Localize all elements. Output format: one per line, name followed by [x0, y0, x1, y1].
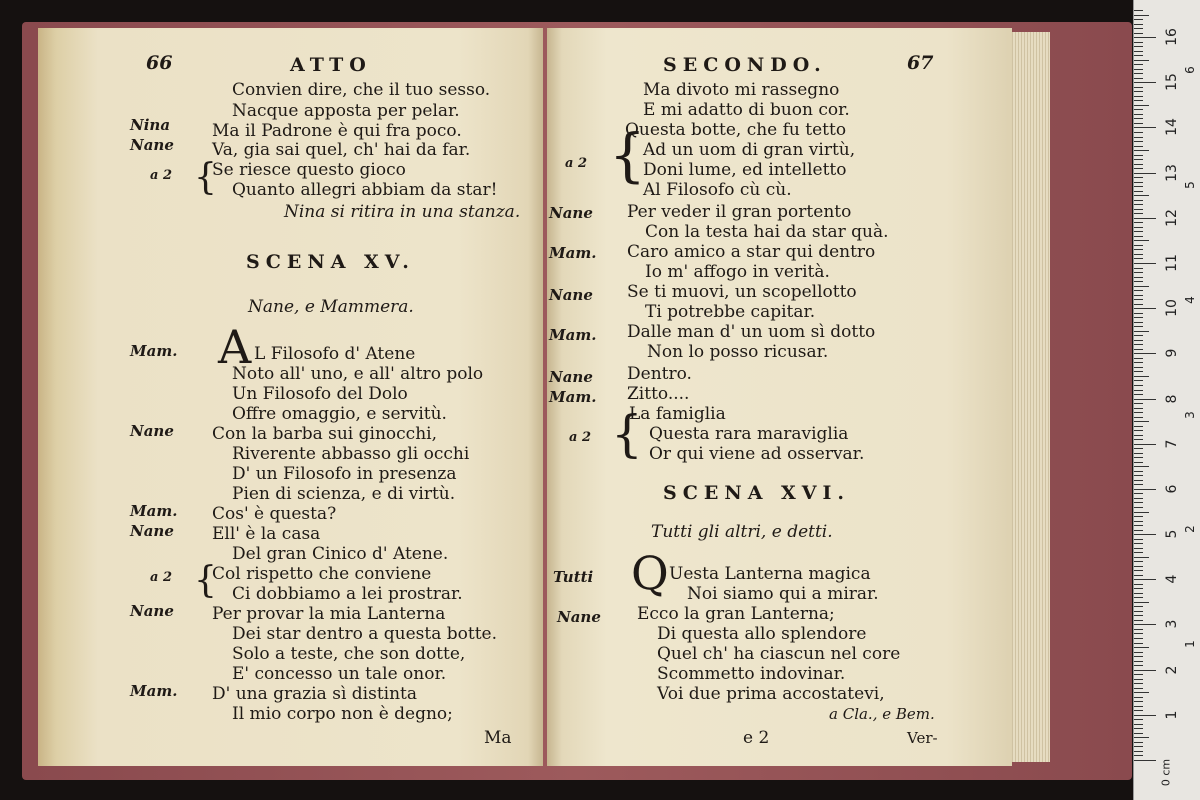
ruler-tick — [1134, 525, 1143, 526]
verse-line: Per provar la mia Lanterna — [212, 604, 446, 624]
catchword-right: Ver- — [907, 729, 938, 747]
scene-title-left: SCENA XV. — [246, 251, 415, 273]
speaker-label: Nane — [549, 368, 593, 386]
ruler-tick — [1134, 710, 1143, 711]
ruler-tick — [1134, 380, 1143, 381]
ruler-number: 4 — [1164, 574, 1180, 584]
ruler-tick — [1134, 37, 1156, 38]
running-head-right: SECONDO. — [663, 54, 827, 76]
verse-line: Nacque apposta per pelar. — [232, 101, 460, 121]
ruler-tick — [1134, 552, 1143, 553]
ruler-tick — [1134, 109, 1143, 110]
ruler-number: 1 — [1164, 710, 1180, 720]
ruler-inch-number: 6 — [1183, 66, 1197, 75]
verse-line: Caro amico a star qui dentro — [627, 242, 876, 262]
ruler-tick — [1134, 340, 1143, 341]
brace-glyph: { — [611, 405, 643, 463]
ruler-tick — [1134, 670, 1156, 671]
verse-line: Or qui viene ad osservar. — [649, 444, 865, 464]
verse-line: Dalle man d' un uom sì dotto — [627, 322, 876, 342]
verse-line: Doni lume, ed intelletto — [643, 160, 847, 180]
ruler-tick — [1134, 448, 1143, 449]
ruler-inch-number: 5 — [1183, 181, 1197, 190]
ruler-tick — [1134, 186, 1143, 187]
catchword-left: Ma — [484, 728, 512, 748]
ruler-tick — [1134, 367, 1143, 368]
ruler-tick — [1134, 15, 1149, 16]
verse-line: Ti potrebbe capitar. — [645, 302, 816, 322]
ruler-tick — [1134, 489, 1156, 490]
ruler-tick — [1134, 665, 1143, 666]
drop-cap-right: Q — [631, 546, 669, 600]
ruler-tick — [1134, 353, 1156, 354]
ruler-tick — [1134, 394, 1143, 395]
verse-line: Del gran Cinico d' Atene. — [232, 544, 449, 564]
ruler-tick — [1134, 213, 1143, 214]
ruler-tick — [1134, 543, 1143, 544]
ruler-number: 2 — [1164, 665, 1180, 675]
ruler-tick — [1134, 127, 1156, 128]
verse-line: Per veder il gran portento — [627, 202, 852, 222]
scene-characters-left: Nane, e Mammera. — [248, 297, 414, 317]
verse-line: Noto all' uno, e all' altro polo — [232, 364, 484, 384]
ruler-number: 14 — [1164, 118, 1180, 137]
ruler-tick — [1134, 290, 1143, 291]
verse-line: D' un Filosofo in presenza — [232, 464, 457, 484]
ruler-tick — [1134, 453, 1143, 454]
ruler-tick — [1134, 376, 1149, 377]
verse-line: Voi due prima accostatevi, — [657, 684, 885, 704]
ruler-tick — [1134, 412, 1143, 413]
ruler-tick — [1134, 466, 1149, 467]
ruler-tick — [1134, 539, 1143, 540]
ruler-tick — [1134, 344, 1143, 345]
speaker-label: Nane — [130, 522, 174, 540]
ruler-tick — [1134, 231, 1143, 232]
ruler-tick — [1134, 715, 1156, 716]
ruler-tick — [1134, 751, 1143, 752]
verse-line: Ma il Padrone è qui fra poco. — [212, 121, 462, 141]
speaker-label: Mam. — [130, 682, 178, 700]
verse-line: Se ti muovi, un scopellotto — [627, 282, 857, 302]
verse-line: Dentro. — [627, 364, 692, 384]
ruler-tick — [1134, 272, 1143, 273]
ruler-tick — [1134, 656, 1143, 657]
ruler-tick — [1134, 19, 1143, 20]
ruler-inch-number: 4 — [1183, 296, 1197, 304]
ruler-tick — [1134, 629, 1143, 630]
ruler-tick — [1134, 475, 1143, 476]
ruler-tick — [1134, 123, 1143, 124]
verse-line: Di questa allo splendore — [657, 624, 867, 644]
page-edges — [1010, 32, 1050, 762]
verse-line: Pien di scienza, e di virtù. — [232, 484, 456, 504]
ruler-unit-label: 0 cm — [1159, 758, 1173, 787]
ruler-number: 8 — [1164, 394, 1180, 404]
verse-line: Non lo posso ricusar. — [647, 342, 829, 362]
ruler-tick — [1134, 371, 1143, 372]
ruler-tick — [1134, 227, 1143, 228]
ruler-number: 7 — [1164, 439, 1180, 449]
ruler-tick — [1134, 317, 1143, 318]
ruler-tick — [1134, 362, 1143, 363]
ruler-tick — [1134, 724, 1143, 725]
ruler-tick — [1134, 335, 1143, 336]
verse-line: Cos' è questa? — [212, 504, 337, 524]
verse-line: Ma divoto mi rassegno — [643, 80, 840, 100]
ruler-tick — [1134, 462, 1143, 463]
ruler-tick — [1134, 683, 1143, 684]
ruler-tick — [1134, 597, 1143, 598]
verse-line: Ad un uom di gran virtù, — [643, 140, 856, 160]
speaker-label: Nina — [130, 116, 171, 134]
ruler-tick — [1134, 96, 1143, 97]
ruler-tick — [1134, 100, 1143, 101]
speaker-label: a 2 — [569, 430, 591, 445]
ruler-tick — [1134, 570, 1143, 571]
ruler-tick — [1134, 643, 1143, 644]
ruler-tick — [1134, 593, 1143, 594]
ruler-number: 5 — [1164, 529, 1180, 539]
brace-glyph: { — [194, 560, 217, 601]
ruler-tick — [1134, 168, 1143, 169]
verse-line: La famiglia — [629, 404, 726, 424]
verse-line: Se riesce questo gioco — [212, 160, 406, 180]
stage-direction: a Cla., e Bem. — [829, 705, 935, 723]
running-head-left: ATTO — [290, 54, 372, 76]
verse-line: E' concesso un tale onor. — [232, 664, 447, 684]
ruler-number: 13 — [1164, 163, 1180, 182]
ruler-tick — [1134, 661, 1143, 662]
ruler-tick — [1134, 132, 1143, 133]
page-number-left: 66 — [146, 52, 173, 74]
ruler-inch-number: 1 — [1183, 640, 1197, 649]
ruler-tick — [1134, 164, 1143, 165]
ruler-tick — [1134, 692, 1149, 693]
ruler-tick — [1134, 51, 1143, 52]
verse-line: Uesta Lanterna magica — [669, 564, 871, 584]
ruler-tick — [1134, 575, 1143, 576]
ruler-tick — [1134, 137, 1143, 138]
speaker-label: a 2 — [150, 570, 172, 585]
ruler-tick — [1134, 91, 1143, 92]
ruler-tick — [1134, 114, 1143, 115]
stage-direction: Nina si ritira in una stanza. — [284, 202, 521, 222]
ruler-number: 12 — [1164, 208, 1180, 227]
ruler-tick — [1134, 304, 1143, 305]
ruler-tick — [1134, 584, 1143, 585]
ruler-tick — [1134, 141, 1143, 142]
verse-line: Quanto allegri abbiam da star! — [232, 180, 498, 200]
speaker-label: Nane — [130, 136, 174, 154]
ruler-tick — [1134, 566, 1143, 567]
verse-line: Con la testa hai da star quà. — [645, 222, 889, 242]
ruler-number: 11 — [1164, 254, 1180, 272]
ruler-tick — [1134, 390, 1143, 391]
ruler-tick — [1134, 530, 1143, 531]
verse-line: Solo a teste, che son dotte, — [232, 644, 466, 664]
ruler-tick — [1134, 399, 1156, 400]
ruler-tick — [1134, 480, 1143, 481]
verse-line: Ecco la gran Lanterna; — [637, 604, 835, 624]
ruler-tick — [1134, 69, 1143, 70]
verse-line: Con la barba sui ginocchi, — [212, 424, 437, 444]
ruler-tick — [1134, 245, 1143, 246]
ruler-tick — [1134, 118, 1143, 119]
ruler-tick — [1134, 308, 1156, 309]
ruler-tick — [1134, 742, 1143, 743]
ruler-tick — [1134, 385, 1143, 386]
ruler-tick — [1134, 73, 1143, 74]
ruler-tick — [1134, 679, 1143, 680]
ruler-number: 16 — [1164, 28, 1180, 47]
ruler-tick — [1134, 204, 1143, 205]
ruler-tick — [1134, 195, 1149, 196]
ruler-tick — [1134, 10, 1143, 11]
ruler-tick — [1134, 507, 1143, 508]
ruler-tick — [1134, 78, 1143, 79]
ruler-tick — [1134, 588, 1143, 589]
ruler-tick — [1134, 249, 1143, 250]
ruler-tick — [1134, 534, 1156, 535]
ruler-tick — [1134, 620, 1143, 621]
verse-line: Convien dire, che il tuo sesso. — [232, 80, 491, 100]
verse-line: Questa botte, che fu tetto — [625, 120, 847, 140]
ruler-tick — [1134, 173, 1156, 174]
ruler-tick — [1134, 331, 1149, 332]
verse-line: Quel ch' ha ciascun nel core — [657, 644, 901, 664]
ruler-tick — [1134, 55, 1143, 56]
ruler-tick — [1134, 557, 1149, 558]
ruler-tick — [1134, 701, 1143, 702]
speaker-label: Mam. — [549, 244, 597, 262]
ruler-tick — [1134, 521, 1143, 522]
ruler-tick — [1134, 611, 1143, 612]
verse-line: Dei star dentro a questa botte. — [232, 624, 498, 644]
speaker-label: Nane — [130, 422, 174, 440]
ruler-number: 15 — [1164, 73, 1180, 92]
ruler-tick — [1134, 240, 1149, 241]
brace-glyph: { — [609, 121, 646, 189]
ruler-tick — [1134, 746, 1143, 747]
ruler-tick — [1134, 33, 1143, 34]
speaker-label: Mam. — [130, 502, 178, 520]
ruler-tick — [1134, 484, 1143, 485]
speaker-label: Mam. — [130, 342, 178, 360]
ruler-tick — [1134, 606, 1143, 607]
ruler-tick — [1134, 417, 1143, 418]
ruler-tick — [1134, 209, 1143, 210]
ruler-tick — [1134, 155, 1143, 156]
ruler-tick — [1134, 728, 1143, 729]
ruler-tick — [1134, 733, 1143, 734]
ruler-tick — [1134, 222, 1143, 223]
ruler-tick — [1134, 146, 1143, 147]
ruler-tick — [1134, 177, 1143, 178]
ruler-tick — [1134, 82, 1156, 83]
ruler-tick — [1134, 493, 1143, 494]
verse-line: Riverente abbasso gli occhi — [232, 444, 470, 464]
ruler-tick — [1134, 430, 1143, 431]
ruler-tick — [1134, 191, 1143, 192]
ruler-tick — [1134, 512, 1149, 513]
ruler-tick — [1134, 579, 1156, 580]
speaker-label: Mam. — [549, 388, 597, 406]
ruler-tick — [1134, 647, 1149, 648]
speaker-label: Nane — [557, 608, 601, 626]
ruler-tick — [1134, 652, 1143, 653]
ruler-tick — [1134, 719, 1143, 720]
ruler-tick — [1134, 277, 1143, 278]
drop-cap-left: A — [218, 320, 252, 374]
ruler-tick — [1134, 286, 1149, 287]
ruler-tick — [1134, 295, 1143, 296]
ruler-tick — [1134, 444, 1156, 445]
scene-characters-right: Tutti gli altri, e detti. — [651, 522, 833, 542]
verse-line: Al Filosofo cù cù. — [643, 180, 792, 200]
ruler-tick — [1134, 674, 1143, 675]
ruler-tick — [1134, 349, 1143, 350]
verse-line: Ci dobbiamo a lei prostrar. — [232, 584, 463, 604]
speaker-label: Nane — [549, 286, 593, 304]
ruler-tick — [1134, 435, 1143, 436]
ruler-tick — [1134, 200, 1143, 201]
ruler-tick — [1134, 502, 1143, 503]
verse-line: L Filosofo d' Atene — [254, 344, 416, 364]
ruler-tick — [1134, 87, 1143, 88]
ruler-tick — [1134, 688, 1143, 689]
ruler-tick — [1134, 313, 1143, 314]
verse-line: E mi adatto di buon cor. — [643, 100, 850, 120]
verse-line: Questa rara maraviglia — [649, 424, 849, 444]
verse-line: Zitto.... — [627, 384, 690, 404]
ruler-tick — [1134, 150, 1149, 151]
ruler-tick — [1134, 60, 1149, 61]
speaker-label: Tutti — [553, 568, 594, 586]
ruler-tick — [1134, 421, 1149, 422]
ruler-tick — [1134, 268, 1143, 269]
verse-line: Il mio corpo non è degno; — [232, 704, 453, 724]
ruler-tick — [1134, 159, 1143, 160]
right-page — [547, 28, 1012, 766]
verse-line: D' una grazia sì distinta — [212, 684, 418, 704]
ruler-tick — [1134, 755, 1143, 756]
verse-line: Io m' affogo in verità. — [645, 262, 830, 282]
ruler-tick — [1134, 439, 1143, 440]
verse-line: Offre omaggio, e servitù. — [232, 404, 447, 424]
scene-title-right: SCENA XVI. — [663, 482, 851, 504]
ruler-number: 3 — [1164, 620, 1180, 629]
measurement-ruler — [1133, 0, 1200, 800]
ruler-tick — [1134, 358, 1143, 359]
ruler-inch-number: 2 — [1183, 525, 1197, 534]
ruler-number: 10 — [1164, 299, 1180, 318]
ruler-tick — [1134, 638, 1143, 639]
ruler-tick — [1134, 236, 1143, 237]
ruler-tick — [1134, 258, 1143, 259]
verse-line: Col rispetto che conviene — [212, 564, 432, 584]
ruler-tick — [1134, 403, 1143, 404]
ruler-tick — [1134, 471, 1143, 472]
signature-mark: e 2 — [743, 728, 770, 748]
ruler-tick — [1134, 760, 1156, 761]
ruler-tick — [1134, 263, 1156, 264]
ruler-tick — [1134, 561, 1143, 562]
brace-glyph: { — [194, 157, 217, 198]
speaker-label: Nane — [130, 602, 174, 620]
ruler-tick — [1134, 602, 1149, 603]
ruler-tick — [1134, 426, 1143, 427]
verse-line: Ell' è la casa — [212, 524, 321, 544]
ruler-tick — [1134, 633, 1143, 634]
ruler-inch-number: 3 — [1183, 410, 1197, 419]
ruler-tick — [1134, 548, 1143, 549]
ruler-tick — [1134, 64, 1143, 65]
ruler-tick — [1134, 737, 1149, 738]
speaker-label: a 2 — [150, 168, 172, 183]
ruler-tick — [1134, 254, 1143, 255]
left-page — [38, 28, 543, 766]
ruler-number: 6 — [1164, 484, 1180, 494]
ruler-tick — [1134, 408, 1143, 409]
verse-line: Un Filosofo del Dolo — [232, 384, 408, 404]
ruler-tick — [1134, 326, 1143, 327]
ruler-tick — [1134, 697, 1143, 698]
ruler-tick — [1134, 105, 1149, 106]
speaker-label: Nane — [549, 204, 593, 222]
page-number-right: 67 — [907, 52, 934, 74]
ruler-number: 9 — [1164, 348, 1180, 358]
ruler-tick — [1134, 706, 1143, 707]
ruler-tick — [1134, 299, 1143, 300]
ruler-tick — [1134, 624, 1156, 625]
ruler-tick — [1134, 516, 1143, 517]
verse-line: Scommetto indovinar. — [657, 664, 846, 684]
ruler-tick — [1134, 42, 1143, 43]
ruler-tick — [1134, 281, 1143, 282]
ruler-tick — [1134, 218, 1156, 219]
verse-line: Noi siamo qui a mirar. — [687, 584, 879, 604]
ruler-tick — [1134, 182, 1143, 183]
verse-line: Va, gia sai quel, ch' hai da far. — [212, 140, 471, 160]
ruler-tick — [1134, 615, 1143, 616]
ruler-tick — [1134, 46, 1143, 47]
ruler-tick — [1134, 28, 1143, 29]
ruler-tick — [1134, 498, 1143, 499]
ruler-tick — [1134, 322, 1143, 323]
ruler-tick — [1134, 457, 1143, 458]
speaker-label: Mam. — [549, 326, 597, 344]
speaker-label: a 2 — [565, 156, 587, 171]
ruler-tick — [1134, 24, 1143, 25]
